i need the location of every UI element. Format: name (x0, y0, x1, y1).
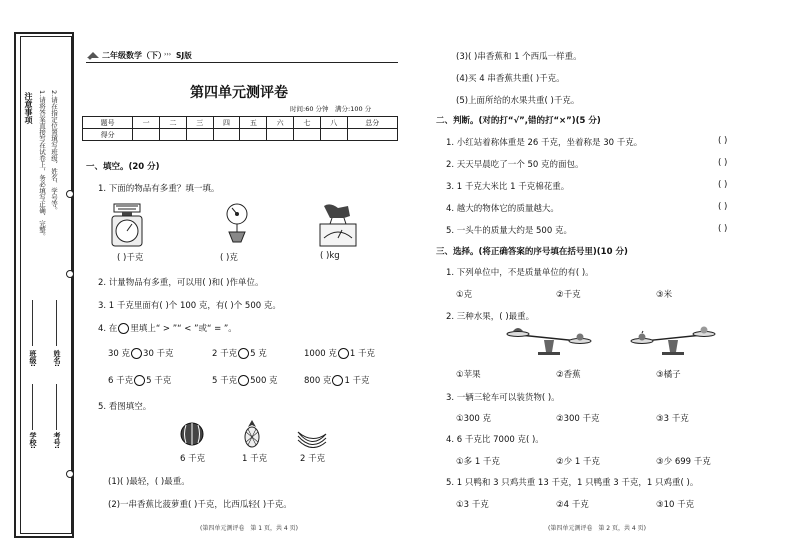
choice-5-opt-b[interactable]: ②4 千克 (556, 500, 589, 510)
r-question-5: (5)上面所给的水果共重( )千克。 (456, 96, 580, 106)
choice-1-opt-c[interactable]: ③米 (656, 290, 673, 300)
score-cell: 三 (186, 117, 213, 129)
compare-item: 2 千克 5 克 (212, 349, 267, 359)
compare-circle[interactable] (238, 348, 249, 359)
choice-3-opt-c[interactable]: ③3 千克 (656, 414, 689, 424)
instructions-title-box (23, 92, 35, 212)
platform-scale-icon (110, 202, 144, 251)
instruction-1: 1.请将答案直接写在试卷上，务必填写正确、完整。 (38, 90, 46, 240)
arrow-marks: ››› (164, 51, 172, 58)
circle-icon (118, 323, 129, 334)
fill-line (56, 300, 57, 346)
blank-kg[interactable]: ( )千克 (117, 253, 144, 263)
judge-paren[interactable]: ( ) (718, 224, 728, 234)
r-question-3: (3)( )串香蕉和 1 个西瓜一样重。 (456, 52, 582, 62)
score-cell[interactable] (186, 129, 213, 141)
choice-4-opt-c[interactable]: ③少 699 千克 (656, 457, 711, 467)
compare-circle[interactable] (131, 348, 142, 359)
question-5-2: (2)一串香蕉比菠萝重( )千克，比西瓜轻( )千克。 (108, 500, 292, 510)
choice-3-opt-a[interactable]: ①300 克 (456, 414, 492, 424)
blank-kg-2[interactable]: ( )kg (320, 251, 340, 261)
spring-scale-icon (224, 202, 250, 251)
choice-4: 4. 6 千克比 7000 克( )。 (446, 435, 544, 445)
score-cell[interactable] (240, 129, 267, 141)
score-cell[interactable] (294, 129, 321, 141)
compare-item: 1000 克 1 千克 (304, 349, 375, 359)
compare-item: 800 克 1 千克 (304, 376, 370, 386)
judge-paren[interactable]: ( ) (718, 180, 728, 190)
instructions-title: 注意事项 (24, 92, 33, 124)
choice-4-opt-a[interactable]: ①多 1 千克 (456, 457, 500, 467)
section-3-title: 三、选择。(将正确答案的序号填在括号里)(10 分) (436, 247, 628, 257)
id-label: 考号: (53, 432, 61, 449)
fill-line (56, 384, 57, 430)
compare-circle[interactable] (134, 375, 145, 386)
question-3: 3. 1 千克里面有( )个 100 克，有( )个 500 克。 (98, 301, 281, 311)
section-2-title: 二、判断。(对的打“√”,错的打“×”)(5 分) (436, 116, 601, 126)
choice-2-opt-a[interactable]: ①苹果 (456, 370, 481, 380)
page-title: 第四单元测评卷 (190, 85, 288, 101)
blank-g[interactable]: ( )克 (220, 253, 238, 263)
score-cell: 二 (160, 117, 187, 129)
question-5-1: (1)( )最轻，( )最重。 (108, 477, 190, 487)
choice-3: 3. 一辆三轮车可以装货物( )。 (446, 393, 560, 403)
class-label: 班级: (29, 350, 37, 367)
score-cell: 题号 (83, 117, 133, 129)
cut-circle (66, 470, 74, 478)
score-cell[interactable] (267, 129, 294, 141)
score-cell[interactable] (347, 129, 397, 141)
choice-4-opt-b[interactable]: ②少 1 千克 (556, 457, 600, 467)
weight-banana: 2 千克 (300, 454, 326, 464)
score-cell[interactable] (133, 129, 160, 141)
choice-3-opt-b[interactable]: ②300 千克 (556, 414, 600, 424)
choice-5-opt-c[interactable]: ③10 千克 (656, 500, 695, 510)
score-cell: 五 (240, 117, 267, 129)
judge-2: 2. 天天早晨吃了一个 50 克的面包。 (446, 160, 584, 170)
fill-line (32, 384, 33, 430)
banana-icon (296, 428, 328, 451)
choice-2-opt-b[interactable]: ②香蕉 (556, 370, 581, 380)
judge-paren[interactable]: ( ) (718, 158, 728, 168)
score-cell: 七 (294, 117, 321, 129)
compare-item: 6 千克 5 千克 (108, 376, 172, 386)
score-table (82, 116, 398, 141)
choice-1: 1. 下列单位中，不是质量单位的有( )。 (446, 268, 594, 278)
choice-1-opt-b[interactable]: ②千克 (556, 290, 581, 300)
judge-paren[interactable]: ( ) (718, 202, 728, 212)
score-cell: 一 (133, 117, 160, 129)
name-label: 姓名: (53, 350, 61, 367)
header-rule (86, 62, 398, 63)
footer-left: (第四单元测评卷 第 1 页，共 4 页) (200, 525, 298, 532)
weight-pineapple: 1 千克 (242, 454, 268, 464)
fill-line (32, 300, 33, 346)
instruction-2: 2.请在指定位置填写班级、姓名、学号等。 (50, 90, 58, 214)
choice-2-opt-c[interactable]: ③橘子 (656, 370, 681, 380)
score-cell[interactable] (160, 129, 187, 141)
score-cell[interactable] (213, 129, 240, 141)
animal-scale-icon (316, 202, 360, 251)
question-2: 2. 计量物品有多重，可以用( )和( )作单位。 (98, 278, 264, 288)
compare-item: 30 克 30 千克 (108, 349, 174, 359)
compare-item: 5 千克 500 克 (212, 376, 278, 386)
q4-suffix: 里填上“ > ”“ < ”或“ = ”。 (130, 324, 237, 334)
compare-circle[interactable] (338, 348, 349, 359)
question-4 (98, 322, 237, 334)
pineapple-icon (242, 420, 262, 451)
subject-label: 二年级数学（下） (102, 51, 166, 60)
judge-5: 5. 一头牛的质量大约是 500 克。 (446, 226, 572, 236)
choice-2: 2. 三种水果，( )最重。 (446, 312, 535, 322)
weight-watermelon: 6 千克 (180, 454, 206, 464)
judge-paren[interactable]: ( ) (718, 136, 728, 146)
score-cell[interactable] (320, 129, 347, 141)
choice-5: 5. 1 只鸭和 3 只鸡共重 13 千克，1 只鸭重 3 千克，1 只鸡重( )。 (446, 478, 699, 488)
question-1: 1. 下面的物品有多重？填一填。 (98, 184, 220, 194)
judge-1: 1. 小红站着称体重是 26 千克，坐着称是 30 千克。 (446, 138, 643, 148)
section-1-title: 一、填空。(20 分) (86, 162, 160, 172)
score-cell: 四 (213, 117, 240, 129)
school-label: 学校: (29, 432, 37, 449)
score-row-values (83, 129, 398, 141)
choice-5-opt-a[interactable]: ①3 千克 (456, 500, 489, 510)
edition-label: SJ版 (176, 51, 192, 60)
choice-1-opt-a[interactable]: ①克 (456, 290, 473, 300)
q4-prefix: 4. 在 (98, 324, 118, 334)
r-question-4: (4)买 4 串香蕉共重( )千克。 (456, 74, 565, 84)
cut-circle (66, 270, 74, 278)
score-cell: 六 (267, 117, 294, 129)
balance-scale-2-icon (628, 326, 718, 361)
score-row-header (83, 117, 398, 129)
cut-circle (66, 190, 74, 198)
score-cell: 八 (320, 117, 347, 129)
score-cell: 得分 (83, 129, 133, 141)
question-5: 5. 看图填空。 (98, 402, 152, 412)
watermelon-icon (180, 422, 204, 449)
score-cell: 总分 (347, 117, 397, 129)
balance-scale-1-icon (504, 326, 594, 361)
compare-circle[interactable] (332, 375, 343, 386)
time-score: 时间:60 分钟 满分:100 分 (290, 105, 372, 113)
judge-3: 3. 1 千克大米比 1 千克棉花重。 (446, 182, 570, 192)
judge-4: 4. 越大的物体它的质量越大。 (446, 204, 559, 214)
compare-circle[interactable] (238, 375, 249, 386)
footer-right: (第四单元测评卷 第 2 页，共 4 页) (548, 525, 646, 532)
